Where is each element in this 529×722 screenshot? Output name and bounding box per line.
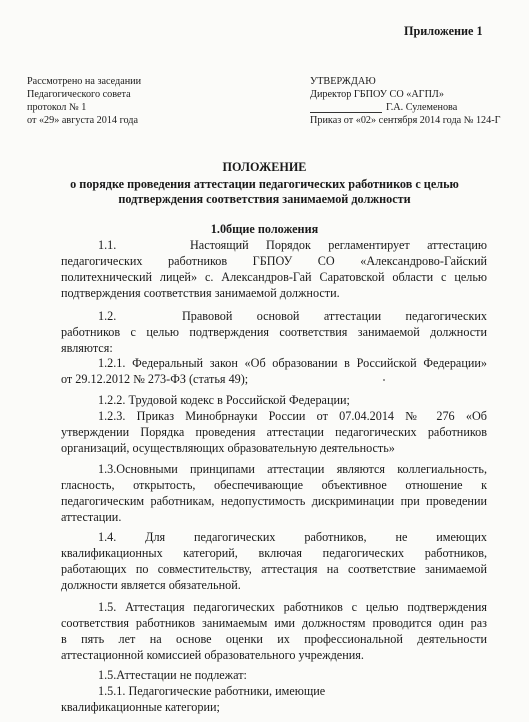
item-1-5-line-1: 1.5. Аттестация педагогических работников с целью подтверждения xyxy=(98,600,487,614)
document-subtitle-2: подтверждения соответствия занимаемой должности xyxy=(118,192,411,206)
item-number-1-1: 1.1. xyxy=(98,238,117,252)
item-1-3-line-3: педагогическим работникам, недопустимость дискриминации при проведении xyxy=(61,494,487,508)
item-1-2-2: 1.2.2. Трудовой кодекс в Российской Федерации; xyxy=(98,393,350,407)
item-1-2-line-1: Правовой основой аттестации педагогических xyxy=(182,309,487,323)
review-line-2: Педагогического совета xyxy=(27,89,131,100)
item-1-2-3-line-2: утверждении Порядка проведения аттестации педагогических работников xyxy=(61,425,487,439)
annex-label: Приложение 1 xyxy=(404,24,483,38)
item-1-2-line-2: работников с целью подтверждения соответствия занимаемой должности xyxy=(61,325,487,339)
item-1-5-line-3: в пять лет на основе оценки их профессиональной деятельности xyxy=(61,632,487,646)
item-1-2-1-line-1: 1.2.1. Федеральный закон «Об образовании в Российской Федерации» xyxy=(98,356,487,370)
signature-line xyxy=(310,112,382,113)
item-number-1-2: 1.2. xyxy=(98,309,117,323)
item-1-3-line-4: аттестации. xyxy=(61,510,122,524)
approve-line-3: Г.А. Сулеменова xyxy=(386,102,458,113)
item-1-3-line-1: 1.3.Основными принципами аттестации являются коллегиальность, xyxy=(98,462,487,476)
item-1-5-line-4: аттестационной комиссией образовательного учреждения. xyxy=(61,648,364,662)
item-1-3-line-2: гласность, открытость, обеспечивающие объективное отношение к xyxy=(61,478,487,492)
item-1-4-line-4: должности является обязательной. xyxy=(61,578,241,592)
item-1-2-line-3: являются: xyxy=(61,341,113,355)
item-1-2-3-line-3: организаций, осуществляющих образовательную деятельность» xyxy=(61,441,395,455)
item-1-2-1-line-2: от 29.12.2012 № 273-ФЗ (статья 49); xyxy=(61,372,249,386)
item-1-1-line-1: Настоящий Порядок регламентирует аттестацию xyxy=(190,238,487,252)
item-1-5-line-2: соответствия работников занимаемым ими должностям проводится один раз xyxy=(61,616,487,630)
item-1-5-1-line-1: 1.5.1. Педагогические работники, имеющие xyxy=(98,684,326,698)
approve-line-1: УТВЕРЖДАЮ xyxy=(310,76,376,87)
speck xyxy=(383,379,385,381)
item-1-1-line-3: политехнический лицей» с. Александров-Гай Саратовской области с целью xyxy=(61,270,487,284)
item-1-4-line-3: работающих по совместительству, аттестация на соответствие занимаемой xyxy=(61,562,487,576)
item-1-1-line-4: подтверждения соответствия занимаемой должности. xyxy=(61,286,340,300)
item-1-1-line-2: педагогических работников ГБПОУ СО «Александрово-Гайский xyxy=(61,254,487,268)
section-heading: 1.0бщие положения xyxy=(210,222,319,236)
review-line-1: Рассмотрено на заседании xyxy=(27,76,142,87)
approve-line-4: Приказ от «02» сентября 2014 года № 124-Г xyxy=(310,115,501,126)
item-1-4-line-2: квалификационных категорий, включая педагогических работников, xyxy=(61,546,487,560)
item-1-5-1-line-2: квалификационные категории; xyxy=(61,700,220,714)
review-line-4: от «29» августа 2014 года xyxy=(27,115,139,126)
item-1-4-line-1: 1.4. Для педагогических работников, не имеющих xyxy=(98,530,487,544)
document-title: ПОЛОЖЕНИЕ xyxy=(222,160,307,174)
item-1-2-3-line-1: 1.2.3. Приказ Минобрнауки России от 07.04.2014 № 276 «Об xyxy=(98,409,487,423)
review-line-3: протокол № 1 xyxy=(27,102,87,113)
item-1-5-exempt-heading: 1.5.Аттестации не подлежат: xyxy=(98,668,247,682)
document-subtitle-1: о порядке проведения аттестации педагогических работников с целью xyxy=(70,177,459,191)
approve-line-2: Директор ГБПОУ СО «АГПЛ» xyxy=(310,89,444,100)
